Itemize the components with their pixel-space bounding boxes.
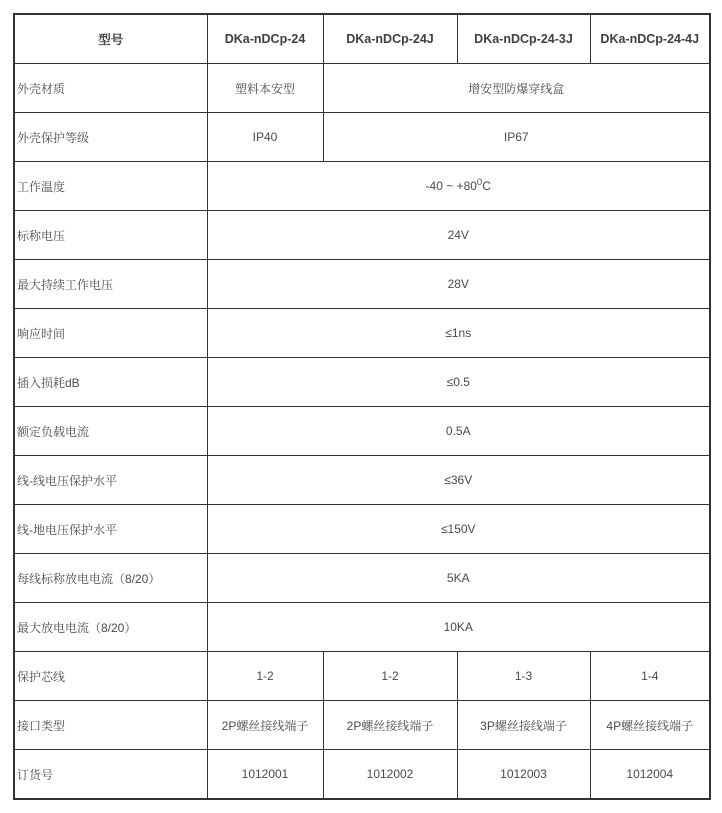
row-label: 插入损耗dB bbox=[14, 358, 207, 407]
cell-value: ≤150V bbox=[207, 505, 710, 554]
table-row bbox=[14, 113, 710, 162]
row-label: 外壳保护等级 bbox=[14, 113, 207, 162]
row-label: 标称电压 bbox=[14, 211, 207, 260]
table-row bbox=[14, 358, 710, 407]
row-label: 额定负载电流 bbox=[14, 407, 207, 456]
cell-value: 1-2 bbox=[323, 652, 457, 701]
row-label: 订货号 bbox=[14, 750, 207, 800]
cell-value: 塑料本安型 bbox=[207, 64, 323, 113]
cell-value: 1012004 bbox=[590, 750, 710, 800]
row-label: 工作温度 bbox=[14, 162, 207, 211]
table-row bbox=[14, 260, 710, 309]
cell-value: 2P螺丝接线端子 bbox=[207, 701, 323, 750]
cell-value: ≤0.5 bbox=[207, 358, 710, 407]
table-row bbox=[14, 652, 710, 701]
table-row bbox=[14, 505, 710, 554]
cell-value: 1-4 bbox=[590, 652, 710, 701]
table-row bbox=[14, 603, 710, 652]
spec-table-body bbox=[14, 64, 710, 800]
cell-value: -40 ~ $+80^0C$ bbox=[207, 162, 710, 211]
cell-value: IP67 bbox=[323, 113, 710, 162]
cell-value: 2P螺丝接线端子 bbox=[323, 701, 457, 750]
table-row bbox=[14, 554, 710, 603]
cell-value: 增安型防爆穿线盒 bbox=[323, 64, 710, 113]
cell-value: 1-3 bbox=[457, 652, 590, 701]
header-cell-model: DKa-nDCp-24-4J bbox=[590, 14, 710, 64]
header-cell-model-label: 型号 bbox=[14, 14, 207, 64]
table-row bbox=[14, 407, 710, 456]
table-row bbox=[14, 64, 710, 113]
table-row bbox=[14, 701, 710, 750]
cell-value: 1012001 bbox=[207, 750, 323, 800]
header-cell-model: DKa-nDCp-24 bbox=[207, 14, 323, 64]
header-cell-model: DKa-nDCp-24-3J bbox=[457, 14, 590, 64]
table-row bbox=[14, 456, 710, 505]
row-label: 响应时间 bbox=[14, 309, 207, 358]
table-header-row bbox=[14, 14, 710, 64]
row-label: 外壳材质 bbox=[14, 64, 207, 113]
row-label: 线-线电压保护水平 bbox=[14, 456, 207, 505]
table-row bbox=[14, 162, 710, 211]
spec-table bbox=[13, 13, 711, 800]
cell-value: 10KA bbox=[207, 603, 710, 652]
cell-value: 4P螺丝接线端子 bbox=[590, 701, 710, 750]
cell-value: 24V bbox=[207, 211, 710, 260]
table-row bbox=[14, 211, 710, 260]
table-row bbox=[14, 750, 710, 800]
spec-table-header bbox=[14, 14, 710, 64]
row-label: 每线标称放电电流（8/20） bbox=[14, 554, 207, 603]
cell-value: IP40 bbox=[207, 113, 323, 162]
cell-value: 1012003 bbox=[457, 750, 590, 800]
table-row bbox=[14, 309, 710, 358]
row-label: 最大持续工作电压 bbox=[14, 260, 207, 309]
cell-value: 0.5A bbox=[207, 407, 710, 456]
cell-value: ≤36V bbox=[207, 456, 710, 505]
cell-value: 28V bbox=[207, 260, 710, 309]
cell-value: 1012002 bbox=[323, 750, 457, 800]
row-label: 最大放电电流（8/20） bbox=[14, 603, 207, 652]
cell-value: ≤1ns bbox=[207, 309, 710, 358]
row-label: 线-地电压保护水平 bbox=[14, 505, 207, 554]
header-cell-model: DKa-nDCp-24J bbox=[323, 14, 457, 64]
cell-value: 5KA bbox=[207, 554, 710, 603]
cell-value: 3P螺丝接线端子 bbox=[457, 701, 590, 750]
row-label: 接口类型 bbox=[14, 701, 207, 750]
row-label: 保护芯线 bbox=[14, 652, 207, 701]
cell-value: 1-2 bbox=[207, 652, 323, 701]
superscript: 0 bbox=[476, 177, 483, 188]
